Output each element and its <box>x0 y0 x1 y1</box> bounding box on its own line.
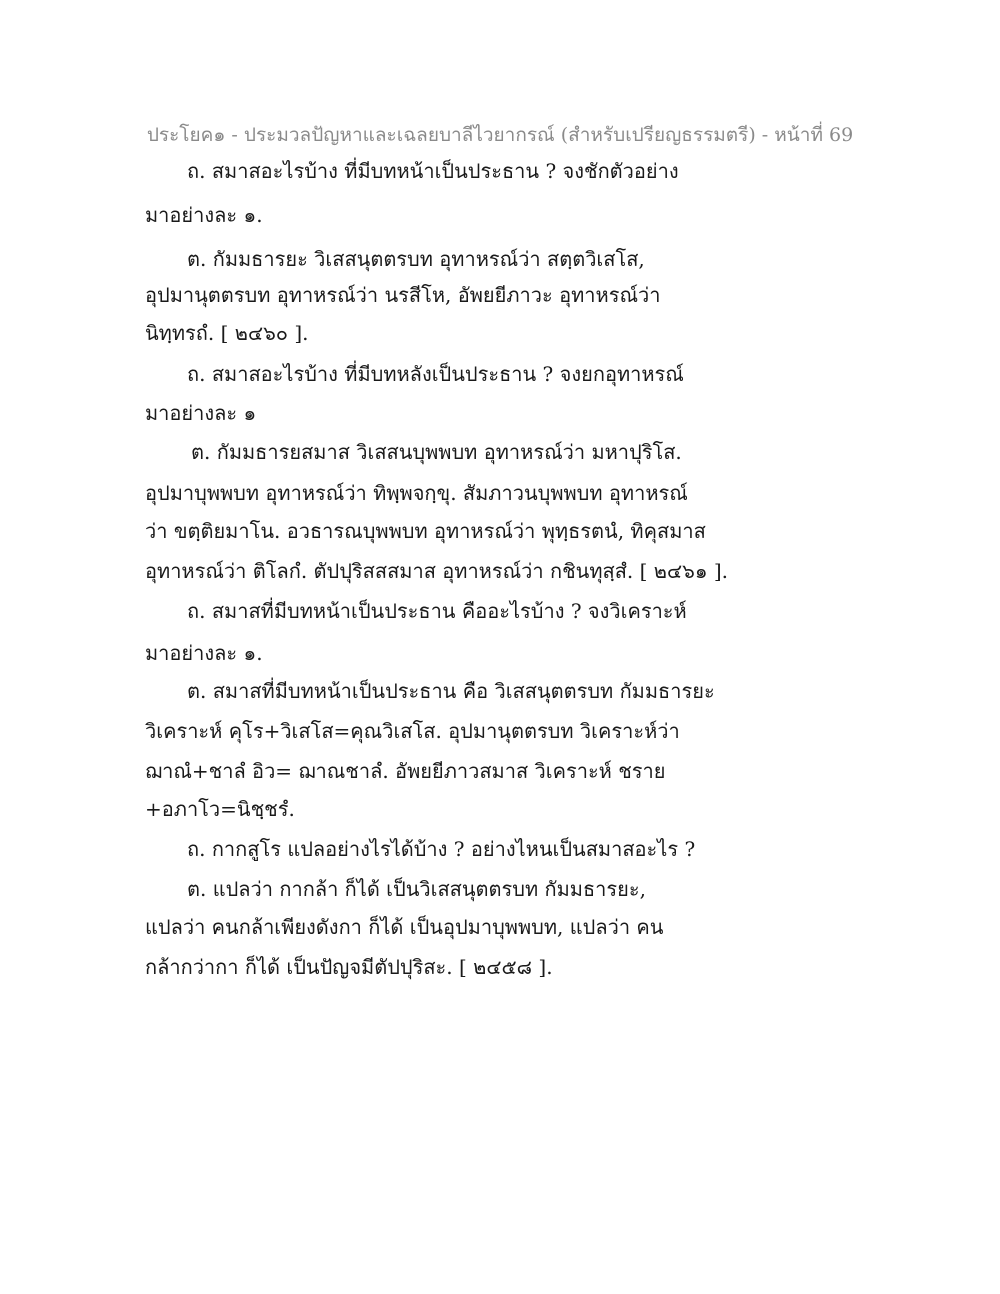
answer-line: ต. แปลว่า กากล้า ก็ได้ เป็นวิเสสนุตตรบท กัมมธารยะ, <box>187 877 646 901</box>
page-header: ประโยค๑ - ประมวลปัญหาและเฉลยบาลีไวยากรณ์ (สำหรับเปรียญธรรมตรี) - หน้าที่ 69 <box>146 124 854 146</box>
answer-line: ต. กัมมธารยะ วิเสสนุตตรบท อุทาหรณ์ว่า สตฺตวิเสโส, <box>187 247 645 271</box>
answer-line: +อภาโว=นิชฺชรํ. <box>145 797 295 821</box>
answer-line: ว่า ขตฺติยมาโน. อวธารณบุพพบท อุทาหรณ์ว่า พุทฺธรตนํ, ทิคุสมาส <box>145 519 706 543</box>
question-line: ถ. สมาสอะไรบ้าง ที่มีบทหลังเป็นประธาน ? จงยกอุทาหรณ์ <box>187 362 684 386</box>
answer-line: แปลว่า คนกล้าเพียงดังกา ก็ได้ เป็นอุปมาบุพพบท, แปลว่า คน <box>145 915 664 939</box>
answer-line: นิทฺทรถํ. [ ๒๔๖๐ ]. <box>145 321 309 345</box>
question-line: ถ. สมาสอะไรบ้าง ที่มีบทหน้าเป็นประธาน ? จงชักตัวอย่าง <box>187 159 679 183</box>
answer-line: วิเคราะห์ คุโร+วิเสโส=คุณวิเสโส. อุปมานุตตรบท วิเคราะห์ว่า <box>145 719 680 743</box>
answer-line: ฌาณํ+ชาลํ อิว= ฌาณชาลํ. อัพยยีภาวสมาส วิเคราะห์ ชราย <box>145 759 666 783</box>
question-line: มาอย่างละ ๑. <box>145 203 263 227</box>
answer-line: อุปมานุตตรบท อุทาหรณ์ว่า นรสีโห, อัพยยีภาวะ อุทาหรณ์ว่า <box>145 283 661 307</box>
question-line: ถ. สมาสที่มีบทหน้าเป็นประธาน คืออะไรบ้าง ? จงวิเคราะห์ <box>187 599 687 623</box>
question-line: ถ. กากสูโร แปลอย่างไรได้บ้าง ? อย่างไหนเป็นสมาสอะไร ? <box>187 837 696 861</box>
answer-line: อุทาหรณ์ว่า ติโลกํ. ตัปปุริสสสมาส อุทาหรณ์ว่า กชินทุสฺสํ. [ ๒๔๖๑ ]. <box>145 559 729 583</box>
question-line: มาอย่างละ ๑ <box>145 401 257 425</box>
question-line: มาอย่างละ ๑. <box>145 641 263 665</box>
answer-line: อุปมาบุพพบท อุทาหรณ์ว่า ทิพฺพจกฺขุ. สัมภาวนบุพพบท อุทาหรณ์ <box>145 481 688 505</box>
answer-line: กล้ากว่ากา ก็ได้ เป็นปัญจมีตัปปุริสะ. [ ๒๔๕๘ ]. <box>145 955 553 979</box>
answer-line: ต. สมาสที่มีบทหน้าเป็นประธาน คือ วิเสสนุตตรบท กัมมธารยะ <box>187 679 715 703</box>
answer-line: ต. กัมมธารยสมาส วิเสสนบุพพบท อุทาหรณ์ว่า มหาปุริโส. <box>191 440 682 464</box>
